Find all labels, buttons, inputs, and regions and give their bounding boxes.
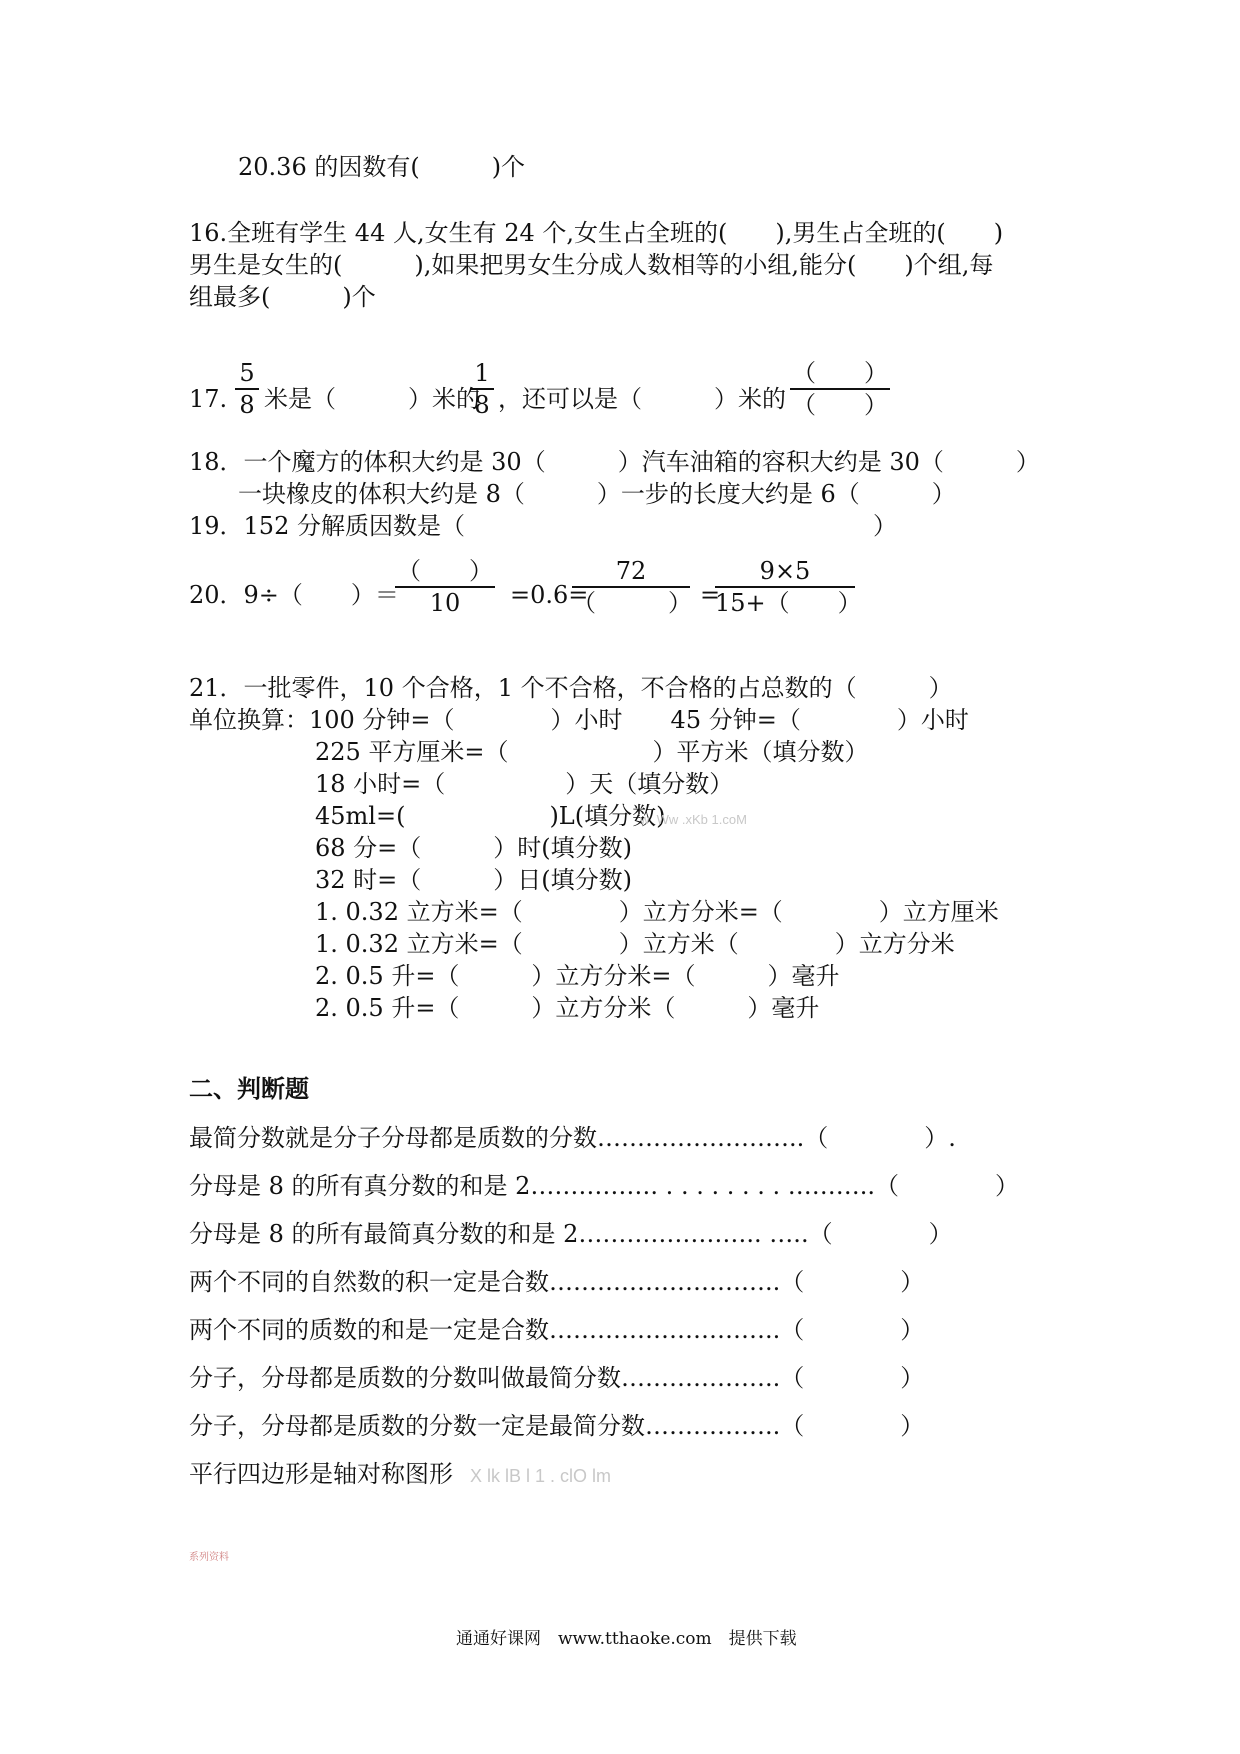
judgement-item-4: 两个不同的自然数的积一定是合数………………………..（ ） (189, 1268, 925, 1296)
q20-fraction-2-denominator: （ ） (572, 589, 692, 617)
judgement-item-5: 两个不同的质数的和是一定是合数………………………..（ ） (189, 1316, 925, 1344)
small-note: 系列资料 (189, 1552, 229, 1563)
q20-fraction-1 (395, 558, 495, 616)
units-line-4: 68 分=（ ）时(填分数) (315, 834, 633, 862)
judgement-item-6: 分子，分母都是质数的分数叫做最简分数………………..（ ） (189, 1364, 925, 1392)
q17-fraction-1-denominator: 8 (239, 391, 255, 419)
q17-middle-1: 米是（ ）米的 (264, 385, 480, 413)
q16-line-1: 16.全班有学生 44 人,女生有 24 个,女生占全班的( ),男生占全班的( ) (189, 219, 1004, 247)
q19-line: 19．152 分解质因数是（ ） (189, 512, 897, 540)
q17-fraction-1 (235, 360, 259, 418)
judgement-item-8: 平行四边形是轴对称图形 (189, 1460, 453, 1488)
q20-fraction-1-denominator: 10 (429, 589, 461, 617)
q20-middle: =0.6= (510, 581, 589, 609)
q20-fraction-1-numerator: （ ） (397, 557, 493, 585)
q16-line-2: 男生是女生的( ),如果把男女生分成人数相等的小组,能分( )个组,每 (189, 251, 994, 279)
q20-equals: = (700, 581, 721, 609)
q17-prefix: 17. (189, 385, 228, 413)
units-line-2: 18 小时=（ ）天（填分数） (315, 770, 734, 798)
units-line-9: 2. 0.5 升=（ ）立方分米（ ）毫升 (315, 994, 820, 1022)
q18-line-2: 一块橡皮的体积大约是 8（ ）一步的长度大约是 6（ ） (238, 480, 956, 508)
section-2-title: 二、判断题 (189, 1074, 309, 1103)
judgement-item-1: 最简分数就是分子分母都是质数的分数……………………..（ ）. (189, 1124, 956, 1152)
q20-fraction-3-denominator: 15+（ ） (715, 589, 862, 617)
q20-prefix: 20．9÷（ ）＝ (189, 581, 399, 609)
units-line-8: 2. 0.5 升=（ ）立方分米=（ ）毫升 (315, 962, 840, 990)
q20-fraction-2-numerator: 72 (615, 557, 647, 585)
units-line-6: 1. 0.32 立方米=（ ）立方分米=（ ）立方厘米 (315, 898, 999, 926)
judgement-item-3: 分母是 8 的所有最简真分数的和是 2………………….. …..（ ） (189, 1220, 953, 1248)
footer-text: 通通好课网 www.tthaoke.com 提供下载 (456, 1629, 797, 1649)
units-line-1: 225 平方厘米=（ ）平方米（填分数） (315, 738, 869, 766)
q21-line: 21．一批零件，10 个合格，1 个不合格，不合格的占总数的（ ） (189, 674, 953, 702)
q20-fraction-3-numerator: 9×5 (759, 557, 811, 585)
units-line-3: 45ml=( )L(填分数) (315, 802, 666, 830)
q17-fraction-2 (470, 360, 494, 418)
units-line-7: 1. 0.32 立方米=（ ）立方米（ ）立方分米 (315, 930, 955, 958)
q17-middle-2: ，还可以是（ ）米的 (498, 385, 786, 413)
q17-fraction-2-numerator: 1 (474, 359, 490, 387)
q17-fraction-3-numerator: （ ） (792, 359, 888, 387)
judgement-item-2: 分母是 8 的所有真分数的和是 2……………. . . . . . . . . ………..（ ） (189, 1172, 1020, 1200)
q18-line-1: 18．一个魔方的体积大约是 30（ ）汽车油箱的容积大约是 30（ ） (189, 448, 1040, 476)
q17-fraction-1-numerator: 5 (239, 359, 255, 387)
q17-fraction-3 (790, 360, 890, 418)
q15-line: 20.36 的因数有( )个 (238, 153, 526, 181)
watermark-text: w Ww .xKb 1.coM (640, 812, 747, 827)
q20-fraction-2 (572, 558, 690, 616)
watermark-text-2: X lk lB l 1 . clO lm (470, 1466, 612, 1486)
units-title-line: 单位换算：100 分钟=（ ）小时 45 分钟=（ ）小时 (189, 706, 969, 734)
q17-fraction-3-denominator: （ ） (792, 391, 888, 419)
q20-fraction-3 (715, 557, 862, 617)
units-line-5: 32 时=（ ）日(填分数) (315, 866, 633, 894)
judgement-item-7: 分子，分母都是质数的分数一定是最简分数……………..（ ） (189, 1412, 925, 1440)
q17-fraction-2-denominator: 8 (474, 391, 490, 419)
q16-line-3: 组最多( )个 (189, 283, 376, 311)
